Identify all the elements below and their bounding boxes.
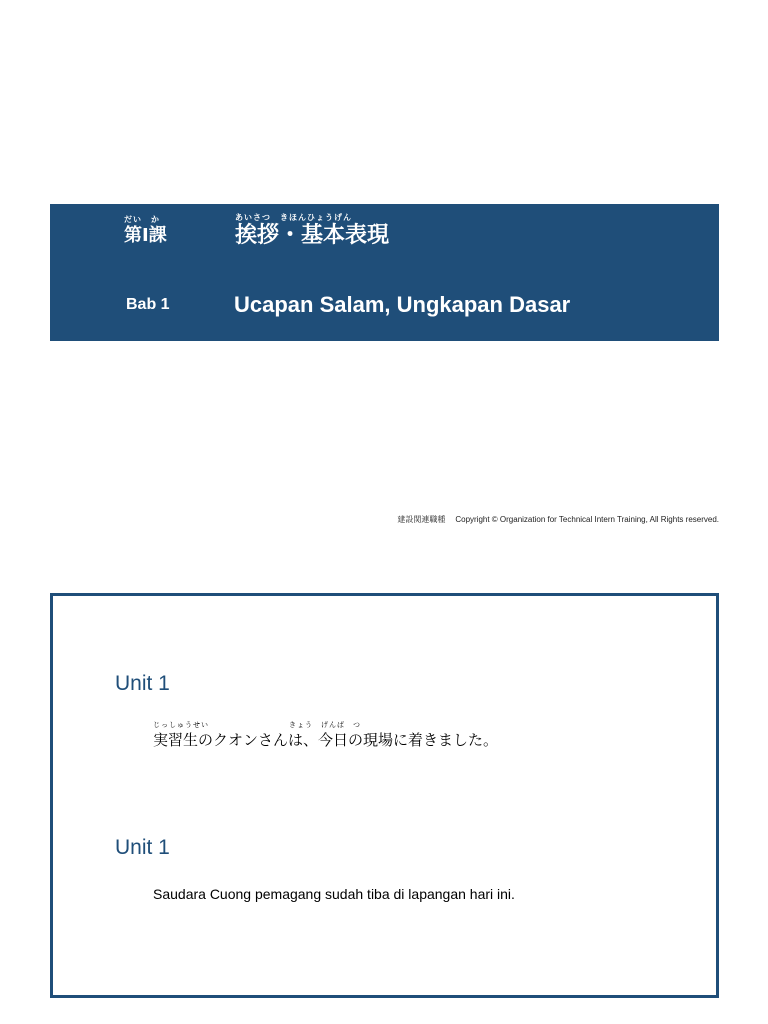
unit-heading-id: Unit 1: [115, 836, 170, 859]
lesson-title-id: Ucapan Salam, Ungkapan Dasar: [234, 292, 571, 317]
footer-category: 建設関連職種: [397, 515, 446, 524]
sentence-jp-text: 実習生のクオンさんは、今日の現場に着きました。: [153, 731, 499, 749]
lesson-number-furigana: だい か: [124, 215, 160, 224]
sentence-jp-furigana: じっしゅうせい きょう げんば つ: [153, 721, 361, 729]
footer-copyright: Copyright © Organization for Technical Intern Training, All Rights reserved.: [455, 515, 719, 524]
lesson-title-jp: [235, 213, 389, 249]
lesson-title-furigana: あいさつ きほんひょうげん: [235, 213, 352, 222]
sentence-id: Saudara Cuong pemagang sudah tiba di lapangan hari ini.: [153, 886, 515, 902]
unit-heading-jp: Unit 1: [115, 672, 170, 695]
lesson-title-text: 挨拶・基本表現: [235, 223, 390, 248]
sentence-jp: [153, 721, 498, 750]
page-footer: [397, 514, 719, 525]
lesson-number-text: 第Ⅰ課: [124, 225, 167, 246]
lesson-number-id: Bab 1: [126, 296, 170, 313]
unit-panel: [50, 593, 719, 998]
lesson-banner: [50, 204, 719, 341]
lesson-number-jp: [124, 215, 167, 247]
